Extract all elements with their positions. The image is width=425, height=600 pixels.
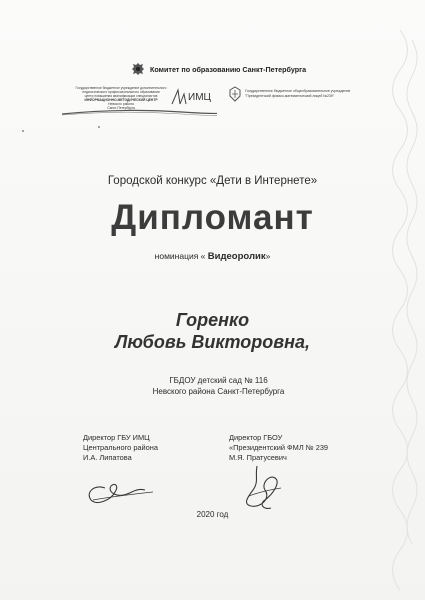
recipient-given-names: Любовь Викторовна, bbox=[114, 332, 311, 352]
nomination-prefix: номинация « bbox=[154, 251, 206, 261]
imc-text-line: ИНФОРМАЦИОННО-МЕТОДИЧЕСКИЙ ЦЕНТР bbox=[84, 98, 158, 102]
lyceum-emblem-icon bbox=[228, 86, 242, 102]
lyceum-text-line: Государственное бюджетное общеобразовательное учреждение bbox=[245, 89, 351, 93]
signatory-right bbox=[229, 433, 328, 463]
coat-of-arms-icon bbox=[131, 62, 145, 76]
imc-text-line: центр повышения квалификации специалистов bbox=[84, 94, 158, 98]
speck bbox=[98, 126, 100, 128]
imc-text-line: Государственное бюджетное учреждение дополнительного bbox=[75, 86, 167, 90]
signatory-left-title: Директор ГБУ ИМЦ bbox=[83, 433, 150, 442]
contest-title: Городской конкурс «Дети в Интернете» bbox=[107, 175, 318, 187]
lyceum-description bbox=[245, 89, 355, 98]
speck bbox=[22, 130, 24, 132]
nomination-suffix: » bbox=[265, 251, 271, 261]
imc-text-line: Санкт-Петербурга bbox=[107, 106, 135, 110]
signatory-right-title: Директор ГБОУ bbox=[229, 433, 283, 442]
signatory-left bbox=[83, 433, 158, 463]
imc-text-line: педагогического профессионального образования bbox=[82, 90, 160, 94]
nomination bbox=[0, 251, 425, 262]
recipient-surname: Горенко bbox=[175, 310, 250, 330]
imc-abbr: ИМЦ bbox=[188, 92, 211, 103]
imc-logo-icon bbox=[170, 86, 218, 108]
imc-swoosh-decoration bbox=[62, 106, 217, 116]
signatory-left-org: Центрального района bbox=[83, 443, 158, 452]
organization-name: ГБДОУ детский сад № 116 bbox=[169, 376, 268, 385]
diploma-year: 2020 год bbox=[196, 510, 229, 519]
committee-title: Комитет по образованию Санкт-Петербурга bbox=[150, 65, 307, 74]
imc-text-line: Невского района bbox=[108, 102, 134, 106]
signatory-left-name: И.А. Липатова bbox=[83, 453, 132, 462]
diploma-title: Дипломант bbox=[111, 198, 314, 237]
organization-district: Невского района Санкт-Петербурга bbox=[152, 387, 285, 396]
signatory-right-name: М.Я. Пратусевич bbox=[229, 453, 287, 462]
signature-right-image bbox=[235, 460, 290, 515]
signatory-right-org: «Президентский ФМЛ № 239 bbox=[229, 443, 329, 452]
lyceum-text-line: "Президентский физико-математический лицей №239" bbox=[245, 93, 335, 98]
nomination-value: Видеоролик bbox=[207, 251, 266, 262]
signature-left-image bbox=[75, 470, 155, 510]
